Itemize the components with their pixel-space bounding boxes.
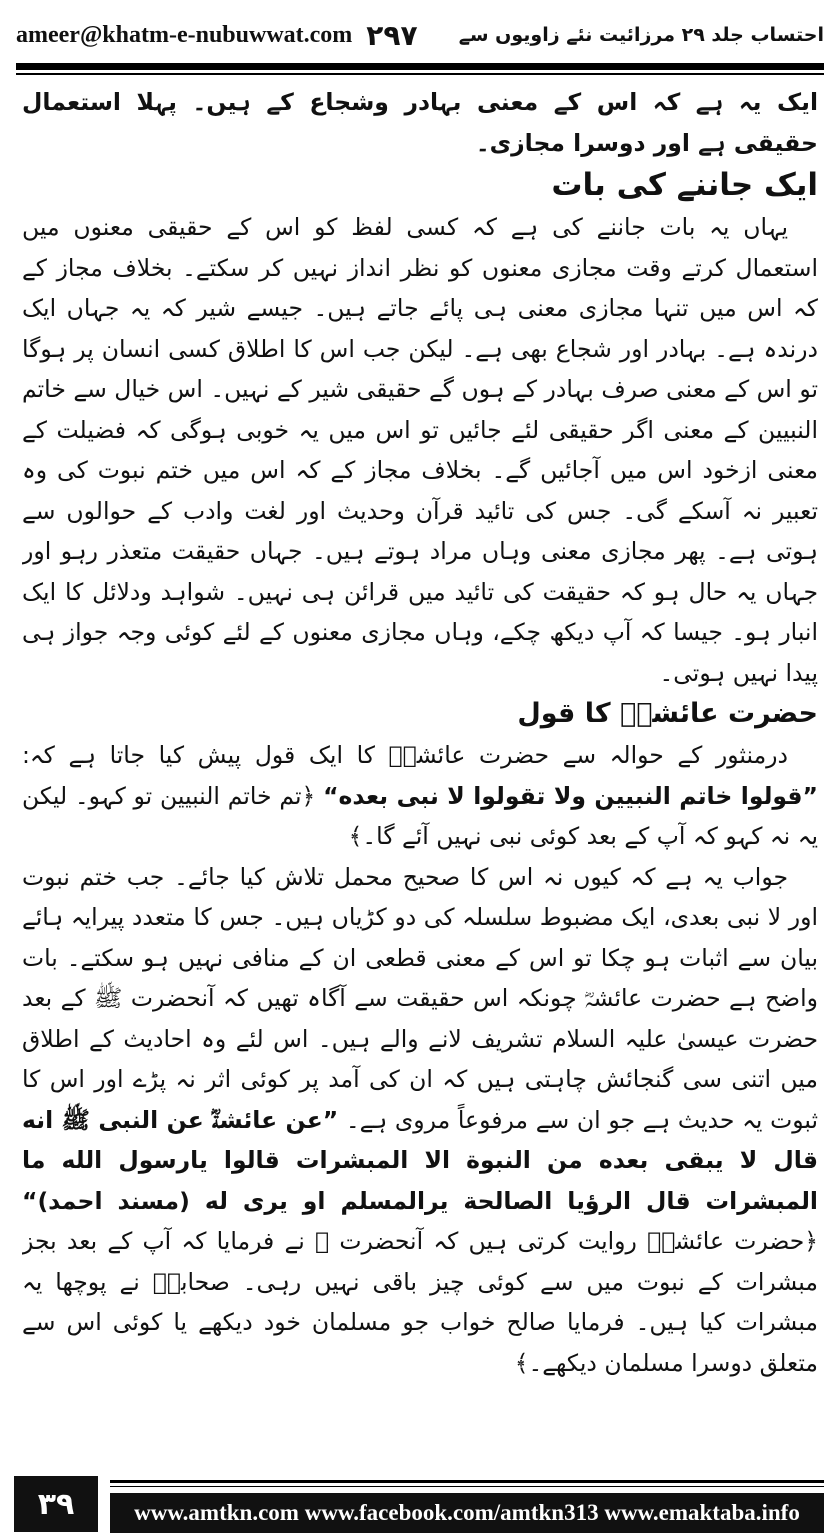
header-book-title: احتساب جلد ۲۹ مرزائیت نئے زاویوں سے (458, 24, 824, 46)
quote-translation: ﴿تم خاتم النبیین تو کہو۔ لیکن یہ نہ کہو کہ آپ کے بعد کوئی نبی نہیں آئے گا۔﴾ (22, 781, 818, 850)
header-page-ref: ۲۹۷ (366, 18, 418, 52)
page-header (16, 8, 824, 62)
quote-lead: درمنثور کے حوالہ سے حضرت عائشہؓ کا ایک قول پیش کیا جاتا ہے کہ: (22, 741, 788, 769)
section-heading: ایک جاننے کی بات (551, 167, 818, 203)
footer-urls: www.amtkn.com www.facebook.com/amtkn313 www.emaktaba.info (134, 1500, 800, 1525)
answer-text: جواب یہ ہے کہ کیوں نہ اس کا صحیح محمل تلاش کیا جائے۔ جب ختم نبوت اور لا نبی بعدی، ایک مضبوط سلسلہ کی دو کڑیاں ہیں۔ جس کا متعدد پیرایہ ہائے بیان سے اثبات ہو چکا تو اس کے معنی قطعی ان کے منافی نہیں ہو سکتے۔ بات واضح ہے حضرت عائشہؓ چونکہ اس حقیقت سے آگاہ تھیں کہ آنحضرت ﷺ کے بعد حضرت عیسیٰ علیہ السلام تشریف لانے والے ہیں۔ اس لئے وہ احادیث کے اطلاق میں اتنی سی گنجائش چاہتی ہیں کہ ان کی آمد پر کوئی اثر نہ پڑے اور اس کا ثبوت یہ حدیث ہے جو ان سے مرفوعاً مروی ہے۔ (22, 862, 818, 1134)
paragraph: یہاں یہ بات جاننے کی ہے کہ کسی لفظ کو اس کے حقیقی معنوں میں استعمال کرتے وقت مجازی معنوں کو نظر انداز نہیں کر سکتے۔ بخلاف مجاز کے کہ اس میں تنہا مجازی معنی ہی پائے جاتے ہیں۔ جیسے شیر کہ یہ جہاں ایک درندہ ہے۔ بہادر اور شجاع بھی ہے۔ لیکن جب اس کا اطلاق کسی انسان پر ہوگا تو اس کے معنی صرف بہادر کے ہوں گے حقیقی شیر کے نہیں۔ اس خیال سے خاتم النبیین کے معنی اگر حقیقی لئے جائیں تو اس میں یہ خوبی ہوگی کہ فضیلت کے معنی ازخود اس میں آجائیں گے۔ بخلاف مجاز کے کہ اس میں ختم نبوت کی وہ تعبیر نہ آسکے گی۔ جس کی تائید قرآن وحدیث اور لغت وادب کے حوالوں سے ہوتی ہے۔ پھر مجازی معنی وہاں مراد ہوتے ہیں۔ جہاں حقیقت متعذر رہو اور جہاں یہ حال ہو کہ حقیقت کی تائید میں قرائن ہی نہیں۔ شواہد ودلائل کا ایک انبار ہو۔ جیسا کہ آپ دیکھ چکے، وہاں مجازی معنوں کے لئے کوئی وجہ جواز ہی پیدا نہیں ہوتی۔ (22, 213, 818, 687)
footer-bar (110, 1493, 824, 1533)
answer-paragraph (22, 857, 818, 1384)
footer-rule (110, 1480, 824, 1483)
header-rule-thin (16, 73, 824, 75)
quote-paragraph (22, 735, 818, 857)
header-left (16, 19, 418, 52)
footer-rule-thin (110, 1486, 824, 1487)
opening-line: ایک یہ ہے کہ اس کے معنی بہادر وشجاع کے ہیں۔ پہلا استعمال حقیقی ہے اور دوسرا مجازی۔ (22, 88, 818, 157)
page-number: ۳۹ (14, 1476, 98, 1532)
page-body (22, 82, 818, 1460)
section-heading-aisha: حضرت عائشہؓ کا قول (517, 698, 818, 729)
header-rule-thick (16, 63, 824, 70)
hadith-translation: ﴿حضرت عائشہؓ روایت کرتی ہیں کہ آنحضرت ﷺ نے فرمایا کہ آپ کے بعد بجز مبشرات کے نبوت میں سے کوئی چیز باقی نہیں رہی۔ صحابہؓ نے پوچھا یہ مبشرات کیا ہیں۔ فرمایا صالح خواب جو مسلمان خود دیکھے یا کوئی اس سے متعلق دوسرا مسلمان دیکھے۔﴾ (22, 1227, 818, 1377)
arabic-quote: ”قولوا خاتم النبیین ولا تقولوا لا نبی بعده“ (323, 781, 818, 810)
header-email: ameer@khatm-e-nubuwwat.com (16, 21, 353, 48)
hadith-arabic: ”عن عائشةؓ عن النبی ﷺ انه قال لا یبقی بعده من النبوة الا المبشرات قالوا یارسول الله ما المبشرات قال الرؤیا الصالحة یرالمسلم او یری له (مسند احمد)“ (22, 1105, 818, 1215)
